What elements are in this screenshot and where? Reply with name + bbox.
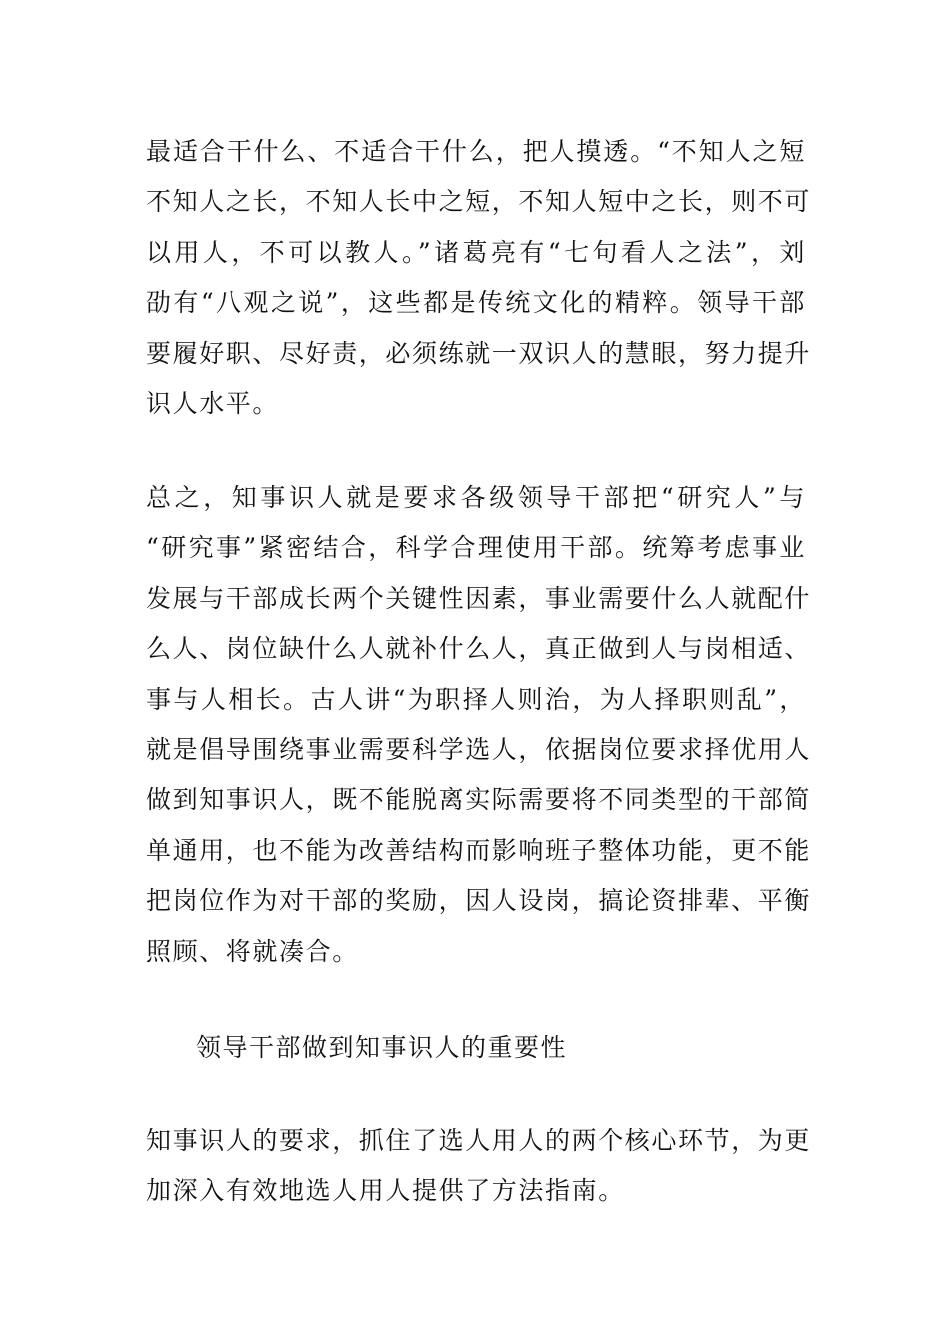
text-line: 知事识人的要求，抓住了选人用人的两个核心环节，为更 — [146, 1126, 812, 1155]
body-paragraph — [146, 127, 812, 429]
text-line: “研究事”紧密结合，科学合理使用干部。统筹考虑事业 — [146, 533, 806, 563]
text-line: 以用人，不可以教人。”诸葛亮有“七句看人之法”，刘 — [146, 237, 806, 267]
text-line: 要履好职、尽好责，必须练就一双识人的慧眼，努力提升 — [146, 338, 812, 368]
text-line: 把岗位作为对干部的奖励，因人设岗，搞论资排辈、平衡 — [146, 886, 812, 916]
text-line: 加深入有效地选人用人提供了方法指南。 — [146, 1176, 625, 1206]
text-line: 发展与干部成长两个关键性因素，事业需要什么人就配什 — [146, 583, 812, 613]
text-line: 单通用，也不能为改善结构而影响班子整体功能，更不能 — [146, 835, 812, 865]
text-line: 做到知事识人，既不能脱离实际需要将不同类型的干部简 — [146, 785, 812, 815]
text-line: 总之，知事识人就是要求各级领导干部把“研究人”与 — [146, 483, 806, 512]
text-line: 最适合干什么、不适合干什么，把人摸透。“不知人之短 — [146, 137, 806, 166]
text-line: 就是倡导围绕事业需要科学选人，依据岗位要求择优用人 — [146, 734, 812, 764]
section-heading: 领导干部做到知事识人的重要性 — [196, 1033, 568, 1062]
text-line: 事与人相长。古人讲“为职择人则治，为人择职则乱”， — [146, 684, 806, 714]
body-paragraph — [146, 473, 812, 977]
text-line: 识人水平。 — [146, 388, 280, 418]
text-line: 照顾、将就凑合。 — [146, 936, 359, 966]
text-line: 么人、岗位缺什么人就补什么人，真正做到人与岗相适、 — [146, 634, 812, 664]
body-paragraph — [146, 1116, 812, 1217]
text-line: 不知人之长，不知人长中之短，不知人短中之长，则不可 — [146, 187, 812, 217]
text-line: 劭有“八观之说”，这些都是传统文化的精粹。领导干部 — [146, 288, 806, 318]
